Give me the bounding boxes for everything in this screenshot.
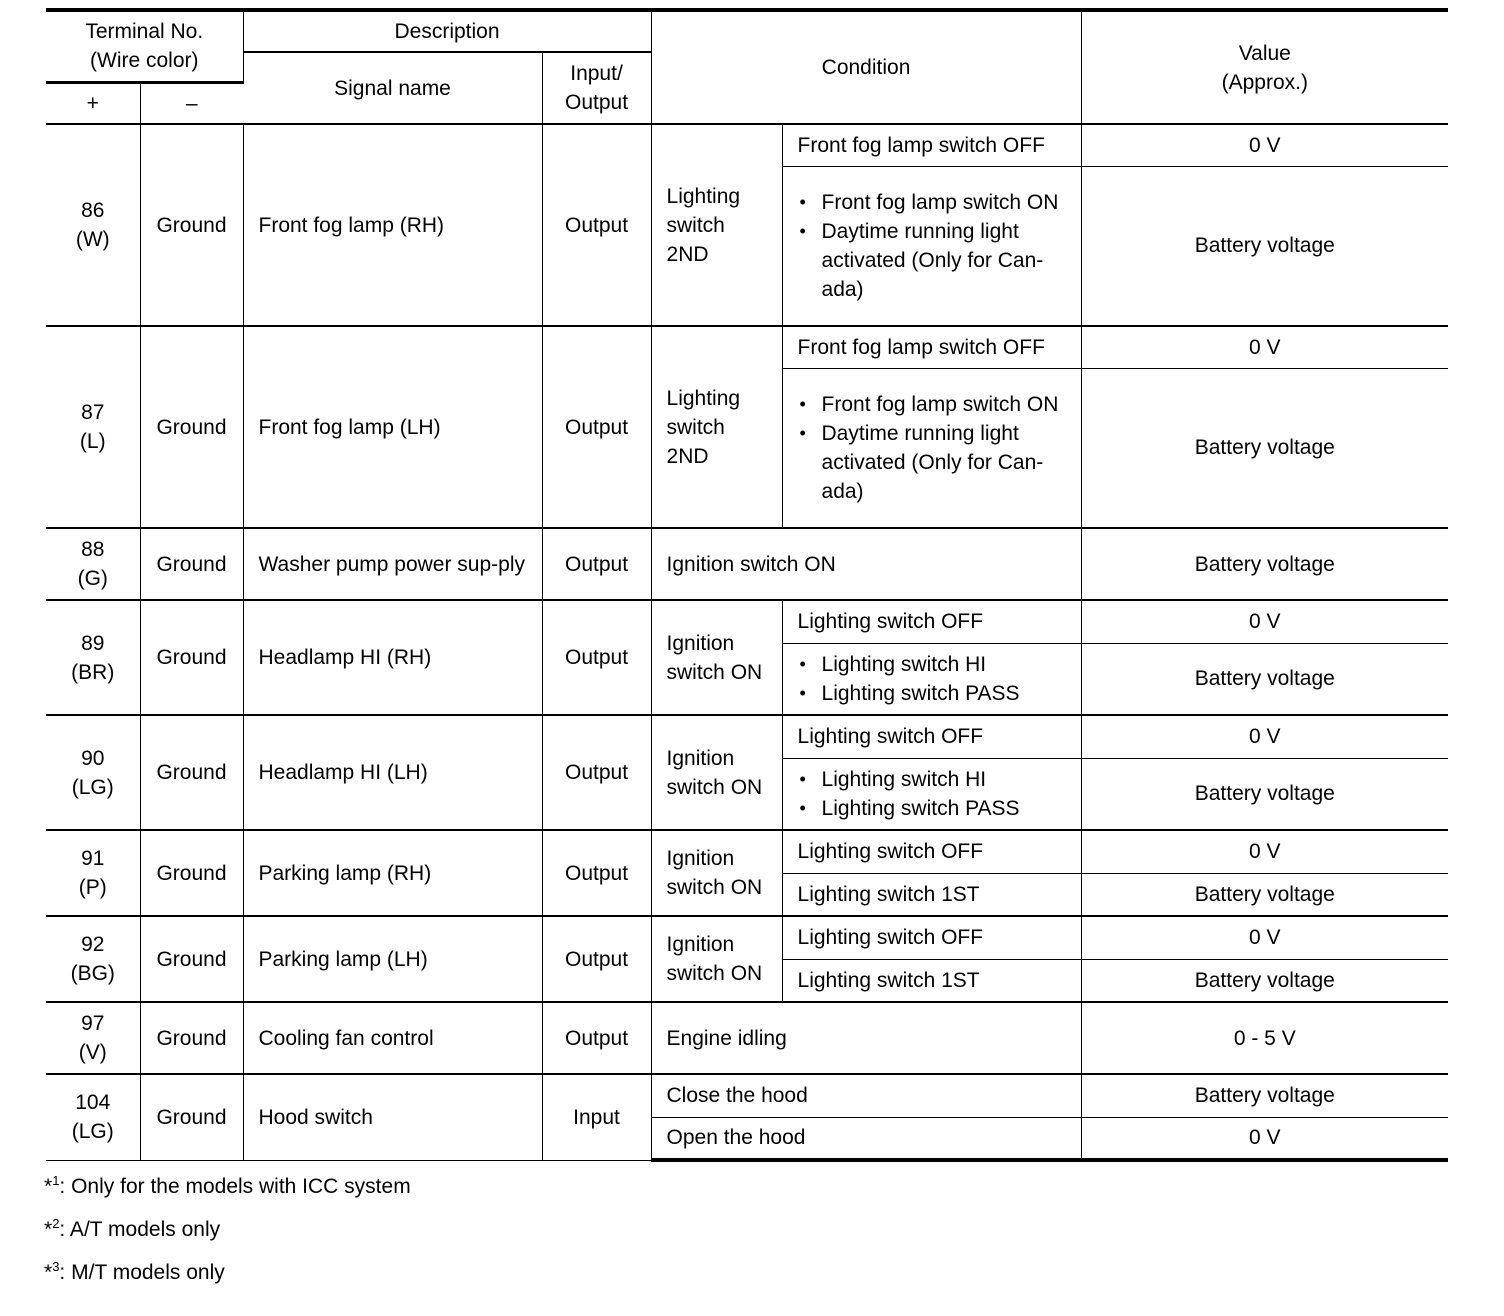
condition-header: Condition — [651, 10, 1081, 124]
terminal-cell: 104 (LG) — [46, 1074, 140, 1160]
condition-sub-cell: • Front fog lamp switch ON • Daytime running light activated (Only for Can-ada) — [782, 368, 1081, 528]
ground-cell: Ground — [140, 830, 243, 916]
ground-cell: Ground — [140, 1002, 243, 1074]
io-cell: Output — [542, 124, 651, 326]
condition-cell: Engine idling — [651, 1002, 1081, 1074]
table-row — [46, 916, 1448, 959]
signal-cell: Cooling fan control — [243, 1002, 542, 1074]
table-row — [46, 600, 1448, 643]
value-cell: Battery voltage — [1081, 959, 1448, 1002]
value-cell: Battery voltage — [1081, 166, 1448, 326]
value-header: Value (Approx.) — [1081, 10, 1448, 124]
value-cell: Battery voltage — [1081, 528, 1448, 600]
signal-cell: Headlamp HI (LH) — [243, 715, 542, 830]
value-cell: 0 - 5 V — [1081, 1002, 1448, 1074]
condition-sub-cell: Lighting switch 1ST — [782, 873, 1081, 916]
signal-cell: Headlamp HI (RH) — [243, 600, 542, 715]
condition-sub-cell: Lighting switch OFF — [782, 600, 1081, 643]
signal-cell: Hood switch — [243, 1074, 542, 1160]
ground-cell: Ground — [140, 600, 243, 715]
value-cell: Battery voltage — [1081, 873, 1448, 916]
value-cell: 0 V — [1081, 600, 1448, 643]
ground-cell: Ground — [140, 528, 243, 600]
value-cell: 0 V — [1081, 715, 1448, 758]
condition-main-cell: Ignition switch ON — [651, 715, 782, 830]
footnote: *$^1$: Only for the models with ICC system — [44, 1173, 411, 1198]
value-cell: 0 V — [1081, 1117, 1448, 1160]
minus-header: – — [140, 82, 243, 124]
table-row — [46, 830, 1448, 873]
io-cell: Output — [542, 528, 651, 600]
signal-cell: Front fog lamp (RH) — [243, 124, 542, 326]
condition-main-cell: Ignition switch ON — [651, 916, 782, 1002]
condition-main-cell: Lighting switch 2ND — [651, 124, 782, 326]
value-cell: Battery voltage — [1081, 758, 1448, 830]
ground-cell: Ground — [140, 916, 243, 1002]
terminal-cell: 92 (BG) — [46, 916, 140, 1002]
table-row — [46, 528, 1448, 600]
table-row — [46, 1074, 1448, 1117]
footnote: *$^2$: A/T models only — [44, 1216, 221, 1241]
terminal-spec-table — [46, 8, 1448, 1162]
io-header: Input/ Output — [542, 52, 651, 124]
io-cell: Output — [542, 600, 651, 715]
condition-sub-cell: Lighting switch OFF — [782, 830, 1081, 873]
table-row — [46, 715, 1448, 758]
io-cell: Input — [542, 1074, 651, 1160]
table-row — [46, 1002, 1448, 1074]
ground-cell: Ground — [140, 1074, 243, 1160]
condition-cell: Close the hood — [651, 1074, 1081, 1117]
condition-cell: Open the hood — [651, 1117, 1081, 1160]
terminal-cell: 87 (L) — [46, 326, 140, 528]
condition-sub-cell: Front fog lamp switch OFF — [782, 124, 1081, 166]
io-cell: Output — [542, 830, 651, 916]
terminal-cell: 89 (BR) — [46, 600, 140, 715]
condition-sub-cell: • Lighting switch HI • Lighting switch PASS — [782, 643, 1081, 715]
terminal-header: Terminal No. (Wire color) — [46, 10, 243, 82]
io-cell: Output — [542, 916, 651, 1002]
description-header: Description — [243, 10, 651, 52]
value-cell: 0 V — [1081, 830, 1448, 873]
condition-sub-cell: Lighting switch OFF — [782, 715, 1081, 758]
terminal-cell: 97 (V) — [46, 1002, 140, 1074]
condition-main-cell: Lighting switch 2ND — [651, 326, 782, 528]
terminal-cell: 88 (G) — [46, 528, 140, 600]
value-cell: Battery voltage — [1081, 368, 1448, 528]
condition-main-cell: Ignition switch ON — [651, 600, 782, 715]
io-cell: Output — [542, 1002, 651, 1074]
signal-cell: Front fog lamp (LH) — [243, 326, 542, 528]
footnote: *$^3$: M/T models only — [44, 1259, 225, 1284]
ground-cell: Ground — [140, 326, 243, 528]
condition-sub-cell: • Front fog lamp switch ON • Daytime running light activated (Only for Can-ada) — [782, 166, 1081, 326]
signal-cell: Washer pump power sup-ply — [243, 528, 542, 600]
plus-header: + — [46, 82, 140, 124]
value-cell: 0 V — [1081, 124, 1448, 166]
io-cell: Output — [542, 326, 651, 528]
condition-sub-cell: Lighting switch OFF — [782, 916, 1081, 959]
table-row — [46, 326, 1448, 368]
terminal-cell: 90 (LG) — [46, 715, 140, 830]
condition-sub-cell: Front fog lamp switch OFF — [782, 326, 1081, 368]
ground-cell: Ground — [140, 715, 243, 830]
table-row — [46, 124, 1448, 166]
condition-sub-cell: Lighting switch 1ST — [782, 959, 1081, 1002]
terminal-cell: 86 (W) — [46, 124, 140, 326]
terminal-cell: 91 (P) — [46, 830, 140, 916]
io-cell: Output — [542, 715, 651, 830]
signal-name-header: Signal name — [243, 52, 542, 124]
value-cell: 0 V — [1081, 326, 1448, 368]
value-cell: Battery voltage — [1081, 643, 1448, 715]
value-cell: Battery voltage — [1081, 1074, 1448, 1117]
signal-cell: Parking lamp (LH) — [243, 916, 542, 1002]
condition-main-cell: Ignition switch ON — [651, 830, 782, 916]
ground-cell: Ground — [140, 124, 243, 326]
condition-sub-cell: • Lighting switch HI • Lighting switch PASS — [782, 758, 1081, 830]
condition-cell: Ignition switch ON — [651, 528, 1081, 600]
signal-cell: Parking lamp (RH) — [243, 830, 542, 916]
value-cell: 0 V — [1081, 916, 1448, 959]
footnotes — [44, 1172, 411, 1301]
